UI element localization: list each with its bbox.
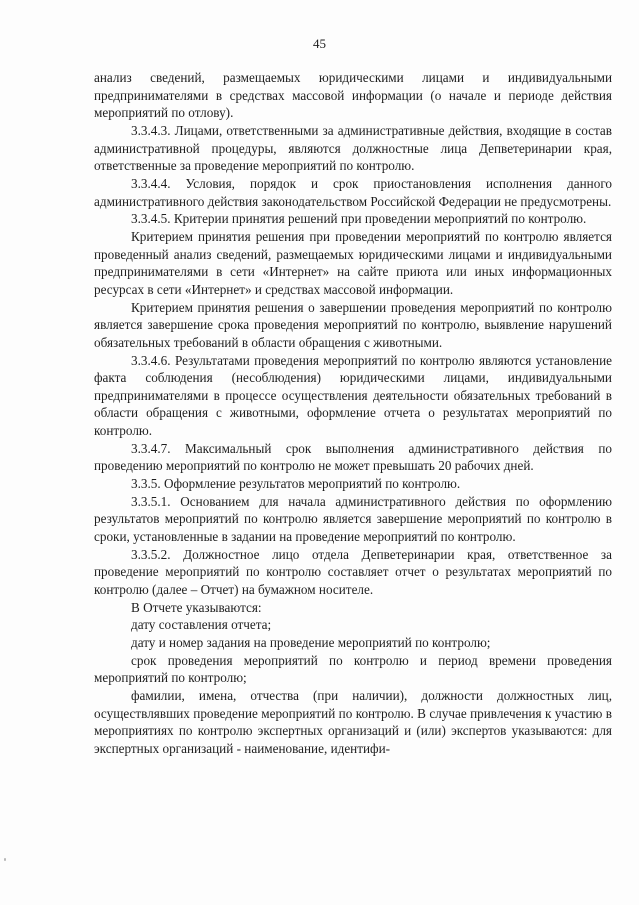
paragraph-criterion-completion: Критерием принятия решения о завершении проведения мероприятий по контролю является завершение срока проведения мероприятий по контролю, выявление нарушений обязательных требований в области обращения с животными.: [94, 299, 612, 350]
list-item: дату и номер задания на проведение мероприятий по контролю;: [131, 635, 491, 650]
scan-speck: [4, 858, 6, 861]
paragraph-3-3-4-5: 3.3.4.5. Критерии принятия решений при проведении мероприятий по контролю.: [131, 211, 587, 227]
paragraph-3-3-4-7: 3.3.4.7. Максимальный срок выполнения административного действия по проведению мероприятий по контролю не может превышать 20 рабочих дней.: [94, 440, 612, 474]
list-item: фамилии, имена, отчества (при наличии), должности должностных лиц, осуществлявших проведение мероприятий по контролю. В случае привлечения к участию в мероприятиях по контролю экспертных организаций и (или) экспертов указываются: для экспертных организаций - наименование, идентифи-: [94, 687, 612, 756]
list-item: дату составления отчета;: [131, 617, 272, 633]
paragraph-3-3-4-3: 3.3.4.3. Лицами, ответственными за административные действия, входящие в состав административной процедуры, являются должностные лица Депветеринарии края, ответственные за проведение мероприятий по контролю.: [94, 122, 612, 174]
paragraph-3-3-4-4: 3.3.4.4. Условия, порядок и срок приостановления исполнения данного административного действия законодательством Российской Федерации не предусмотрены.: [94, 175, 612, 209]
paragraph-3-3-5-2: 3.3.5.2. Должностное лицо отдела Депветеринарии края, ответственное за проведение мероприятий по контролю составляет отчет о результатах мероприятий по контролю (далее – Отчет) на бумажном носителе.: [94, 546, 612, 598]
paragraph-3-3-4-6: 3.3.4.6. Результатами проведения мероприятий по контролю являются установление факта соблюдения (несоблюдения) юридическими лицами, индивидуальными предпринимателями в процессе осуществления деятельности обязательных требований в области обращения с животными, оформление отчета о результатах мероприятий по контролю.: [94, 352, 612, 439]
paragraph-report-contents: В Отчете указываются:: [131, 599, 262, 615]
paragraph-criterion-decision: Критерием принятия решения при проведении мероприятий по контролю является проведенный анализ сведений, размещаемых юридическими лицами и индивидуальными предпринимателями в сети «Интернет» на сайте приюта или иных информационных ресурсах в сети «Интернет» и средствах массовой информации.: [94, 228, 612, 297]
list-item: срок проведения мероприятий по контролю и период времени проведения мероприятий по контролю;: [94, 652, 612, 686]
document-body: [94, 69, 612, 758]
page-number: 45: [313, 36, 326, 51]
paragraph-3-3-5: 3.3.5. Оформление результатов мероприятий по контролю.: [131, 476, 461, 492]
paragraph-3-3-5-1: 3.3.5.1. Основанием для начала административного действия по оформлению результатов мероприятий по контролю является завершение мероприятий по контролю в сроки, установленные в задании на проведение мероприятий по контролю.: [94, 493, 612, 545]
paragraph-continuation: анализ сведений, размещаемых юридическими лицами и индивидуальными предпринимателями в средствах массовой информации (о начале и периоде действия мероприятий по отлову).: [94, 70, 612, 121]
